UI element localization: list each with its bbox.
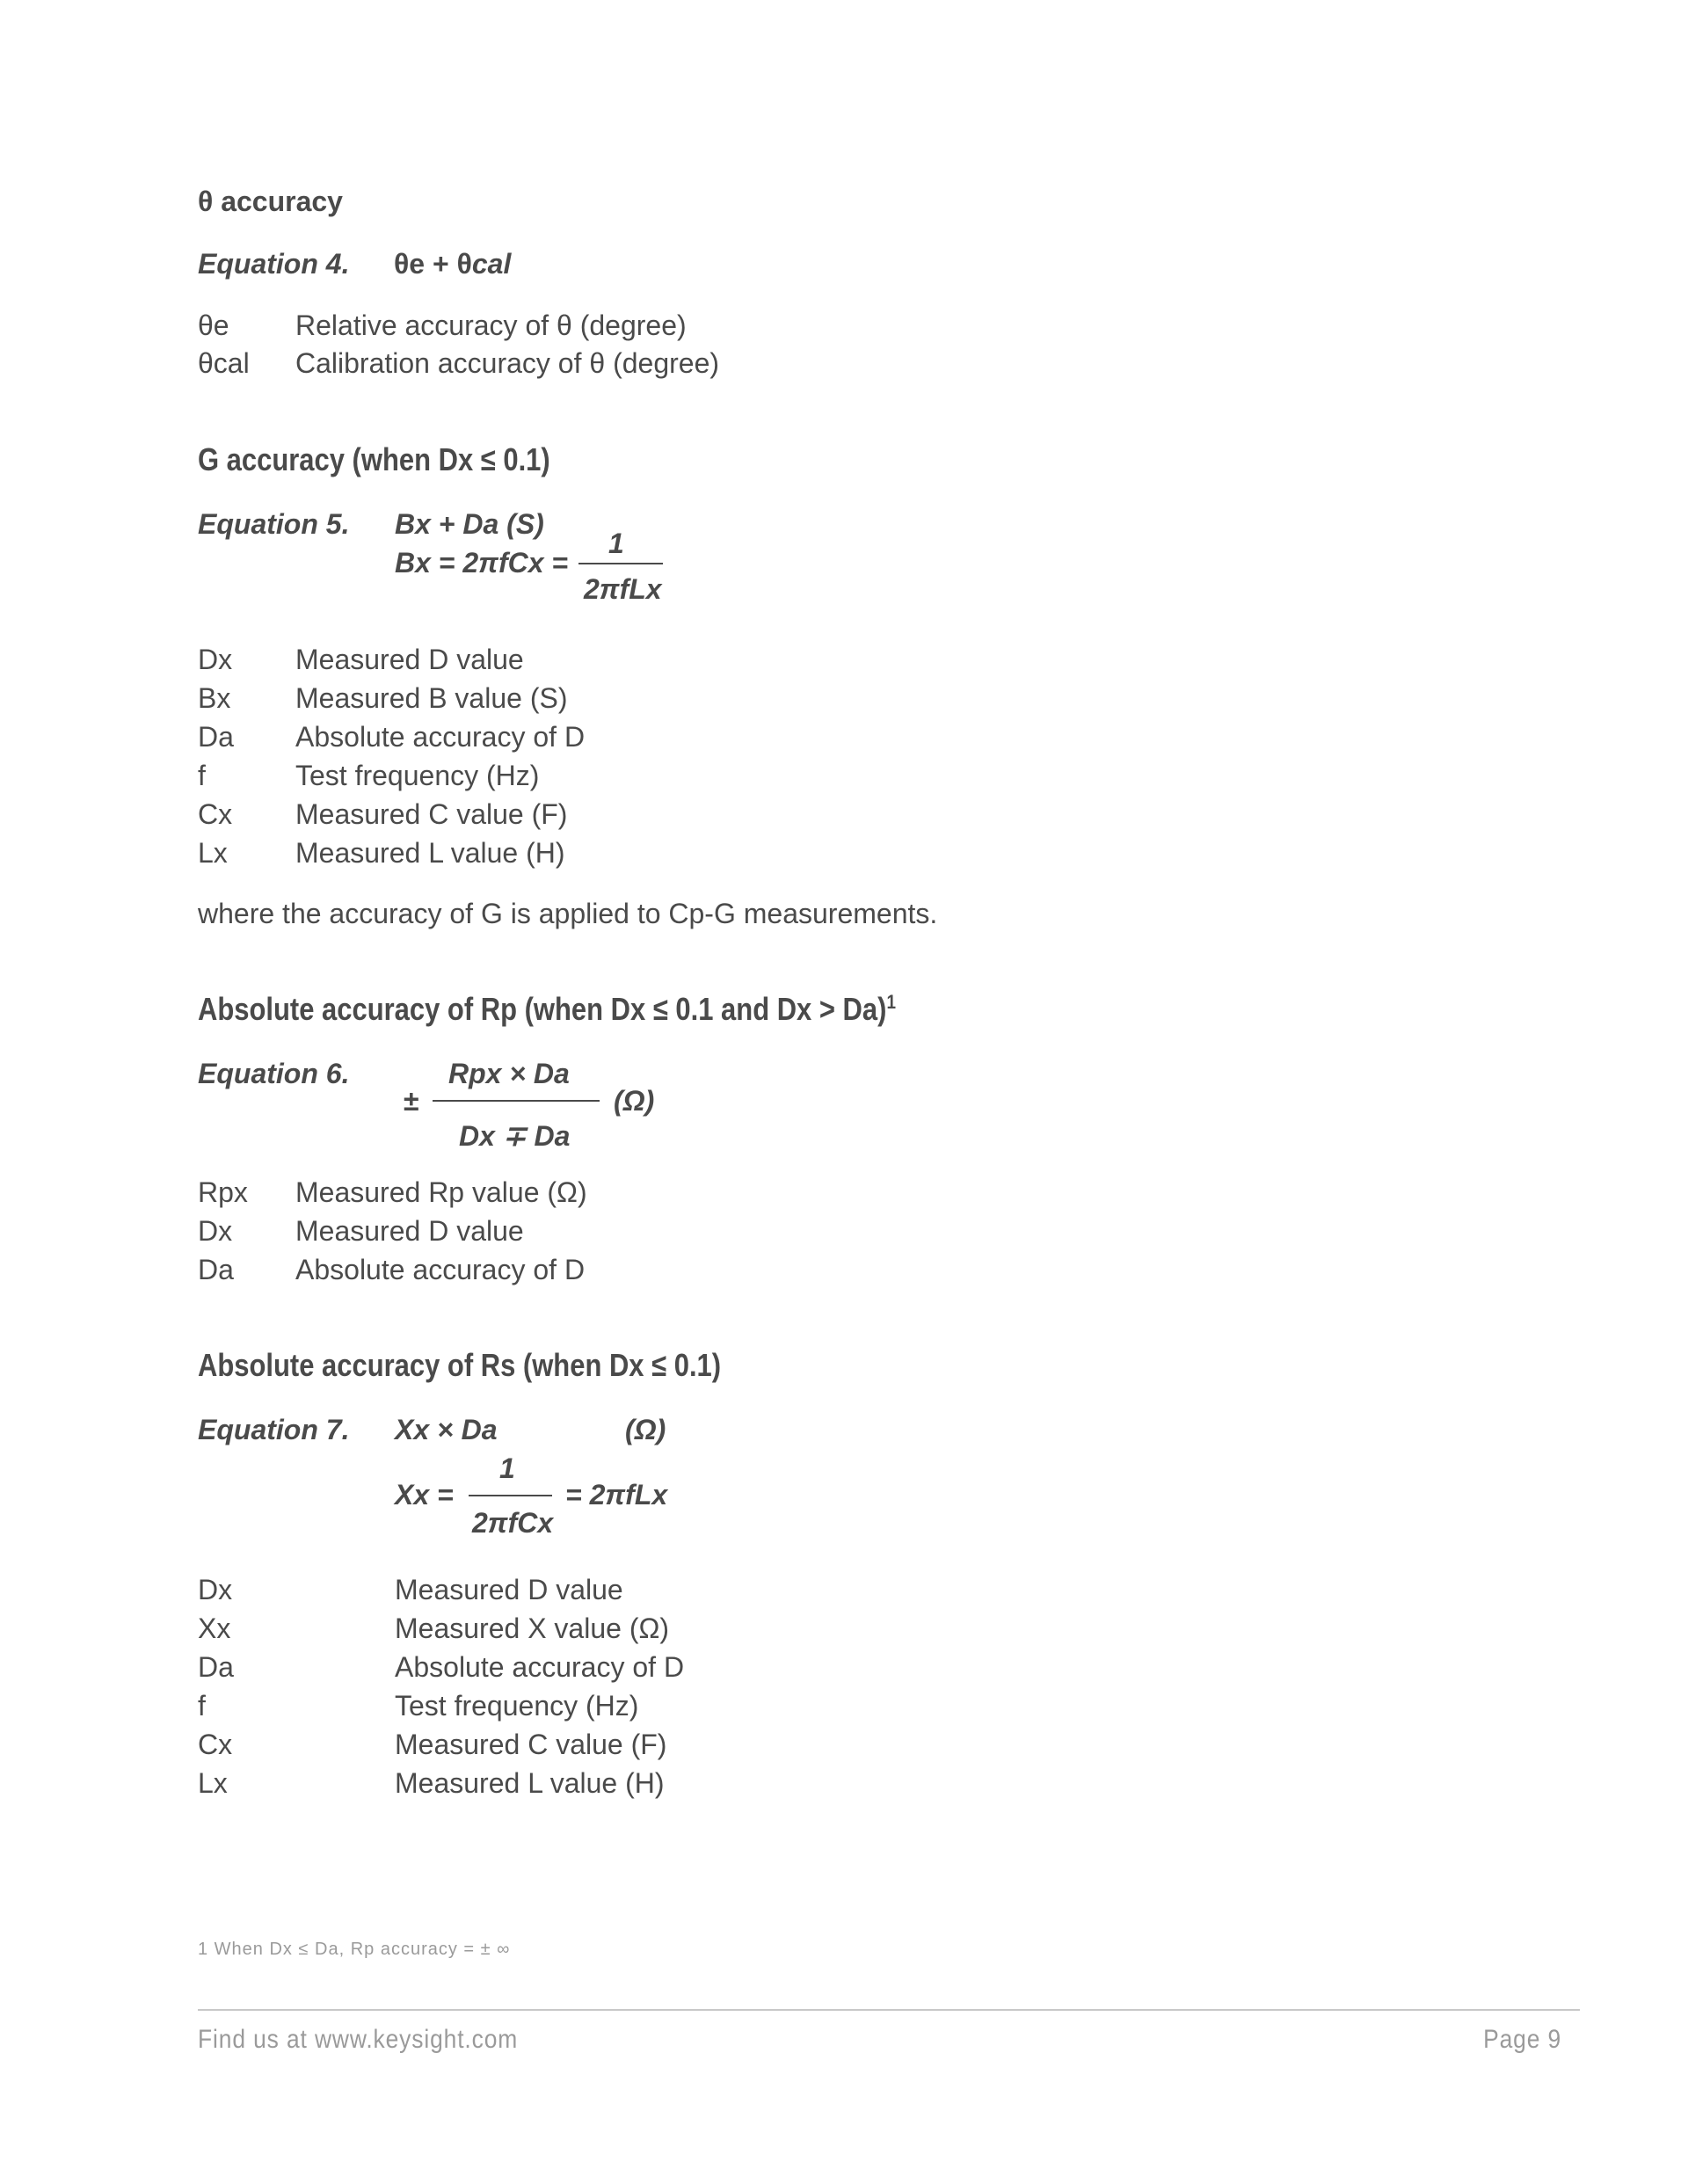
definition-symbol: Lx [198, 837, 228, 869]
equation-5-fraction-bar [578, 563, 663, 564]
definition-description: Measured C value (F) [395, 1729, 667, 1760]
definition-symbol: Dx [198, 1574, 233, 1605]
footnote: 1 When Dx ≤ Da, Rp accuracy = ± ∞ [198, 1940, 511, 1959]
definition-symbol: Bx [198, 682, 231, 714]
equation-4-label: Equation 4. [198, 248, 350, 280]
footer-divider [198, 2009, 1580, 2011]
definition-symbol: Cx [198, 1729, 233, 1760]
definition-description: Calibration accuracy of θ (degree) [295, 347, 720, 379]
definition-description: Absolute accuracy of D [295, 721, 586, 753]
definition-description: Measured C value (F) [295, 798, 568, 830]
definition-description: Measured L value (H) [395, 1767, 665, 1799]
equation-6-plus-minus: ± [404, 1085, 419, 1117]
definition-description: Measured L value (H) [295, 837, 565, 869]
equation-7-line-1: Xx × Da [395, 1414, 498, 1445]
definition-description: Measured D value [295, 644, 524, 675]
definition-symbol: Rpx [198, 1176, 248, 1208]
equation-7-numerator: 1 [499, 1452, 515, 1484]
equation-6-numerator: Rpx × Da [448, 1058, 570, 1089]
definition-description: Test frequency (Hz) [295, 760, 540, 791]
equation-5-label: Equation 5. [198, 508, 350, 540]
equation-7-fraction-bar [469, 1495, 552, 1496]
equation-5-numerator: 1 [608, 528, 624, 559]
equation-5-denominator: 2πfLx [584, 573, 662, 605]
definition-description: Measured D value [295, 1215, 524, 1247]
page-number: Page 9 [1483, 2025, 1561, 2054]
definition-symbol: Xx [198, 1613, 231, 1644]
equation-5-line-1: Bx + Da (S) [395, 508, 544, 540]
definition-symbol: θcal [198, 347, 250, 379]
equation-6-denominator: Dx ∓ Da [459, 1120, 571, 1152]
equation-4-main: θe + θ [394, 248, 472, 280]
equation-5-line-2: Bx = 2πfCx = [395, 547, 569, 579]
definition-symbol: Da [198, 1254, 234, 1285]
equation-7-lhs: Xx = [395, 1479, 454, 1511]
definition-description: Measured B value (S) [295, 682, 568, 714]
rp-accuracy-heading-text: Absolute accuracy of Rp (when Dx ≤ 0.1 and Dx > Da) [198, 991, 887, 1027]
definition-description: Measured Rp value (Ω) [295, 1176, 587, 1208]
footer-website-link[interactable]: Find us at www.keysight.com [198, 2025, 519, 2054]
equation-6-fraction-bar [433, 1100, 600, 1102]
equation-7-unit: (Ω) [625, 1414, 666, 1445]
definition-symbol: Dx [198, 644, 233, 675]
definition-symbol: Cx [198, 798, 233, 830]
definition-symbol: Dx [198, 1215, 233, 1247]
definition-description: Relative accuracy of θ (degree) [295, 309, 687, 341]
definition-symbol: Da [198, 1651, 234, 1683]
g-accuracy-heading: G accuracy (when Dx ≤ 0.1) [198, 441, 550, 477]
definition-description: Absolute accuracy of D [395, 1651, 685, 1683]
footnote-marker: 1 [886, 991, 896, 1013]
equation-7-rhs: = 2πfLx [565, 1479, 668, 1511]
rp-accuracy-heading [198, 991, 896, 1028]
equation-7-label: Equation 7. [198, 1414, 350, 1445]
definition-description: Measured D value [395, 1574, 623, 1605]
rs-accuracy-heading: Absolute accuracy of Rs (when Dx ≤ 0.1) [198, 1347, 722, 1383]
definition-symbol: Da [198, 721, 234, 753]
equation-6-unit: (Ω) [614, 1085, 655, 1117]
definition-description: Absolute accuracy of D [295, 1254, 586, 1285]
equation-6-label: Equation 6. [198, 1058, 350, 1089]
definition-description: Test frequency (Hz) [395, 1690, 639, 1722]
definition-symbol: f [198, 760, 206, 791]
equation-7-denominator: 2πfCx [472, 1507, 554, 1539]
definition-symbol: Lx [198, 1767, 228, 1799]
equation-4 [394, 248, 511, 280]
g-accuracy-note: where the accuracy of G is applied to Cp-G measurements. [198, 898, 938, 929]
theta-accuracy-heading: θ accuracy [198, 186, 343, 217]
definition-symbol: θe [198, 309, 229, 341]
definition-symbol: f [198, 1690, 206, 1722]
equation-4-sub: cal [471, 248, 512, 280]
definition-description: Measured X value (Ω) [395, 1613, 670, 1644]
